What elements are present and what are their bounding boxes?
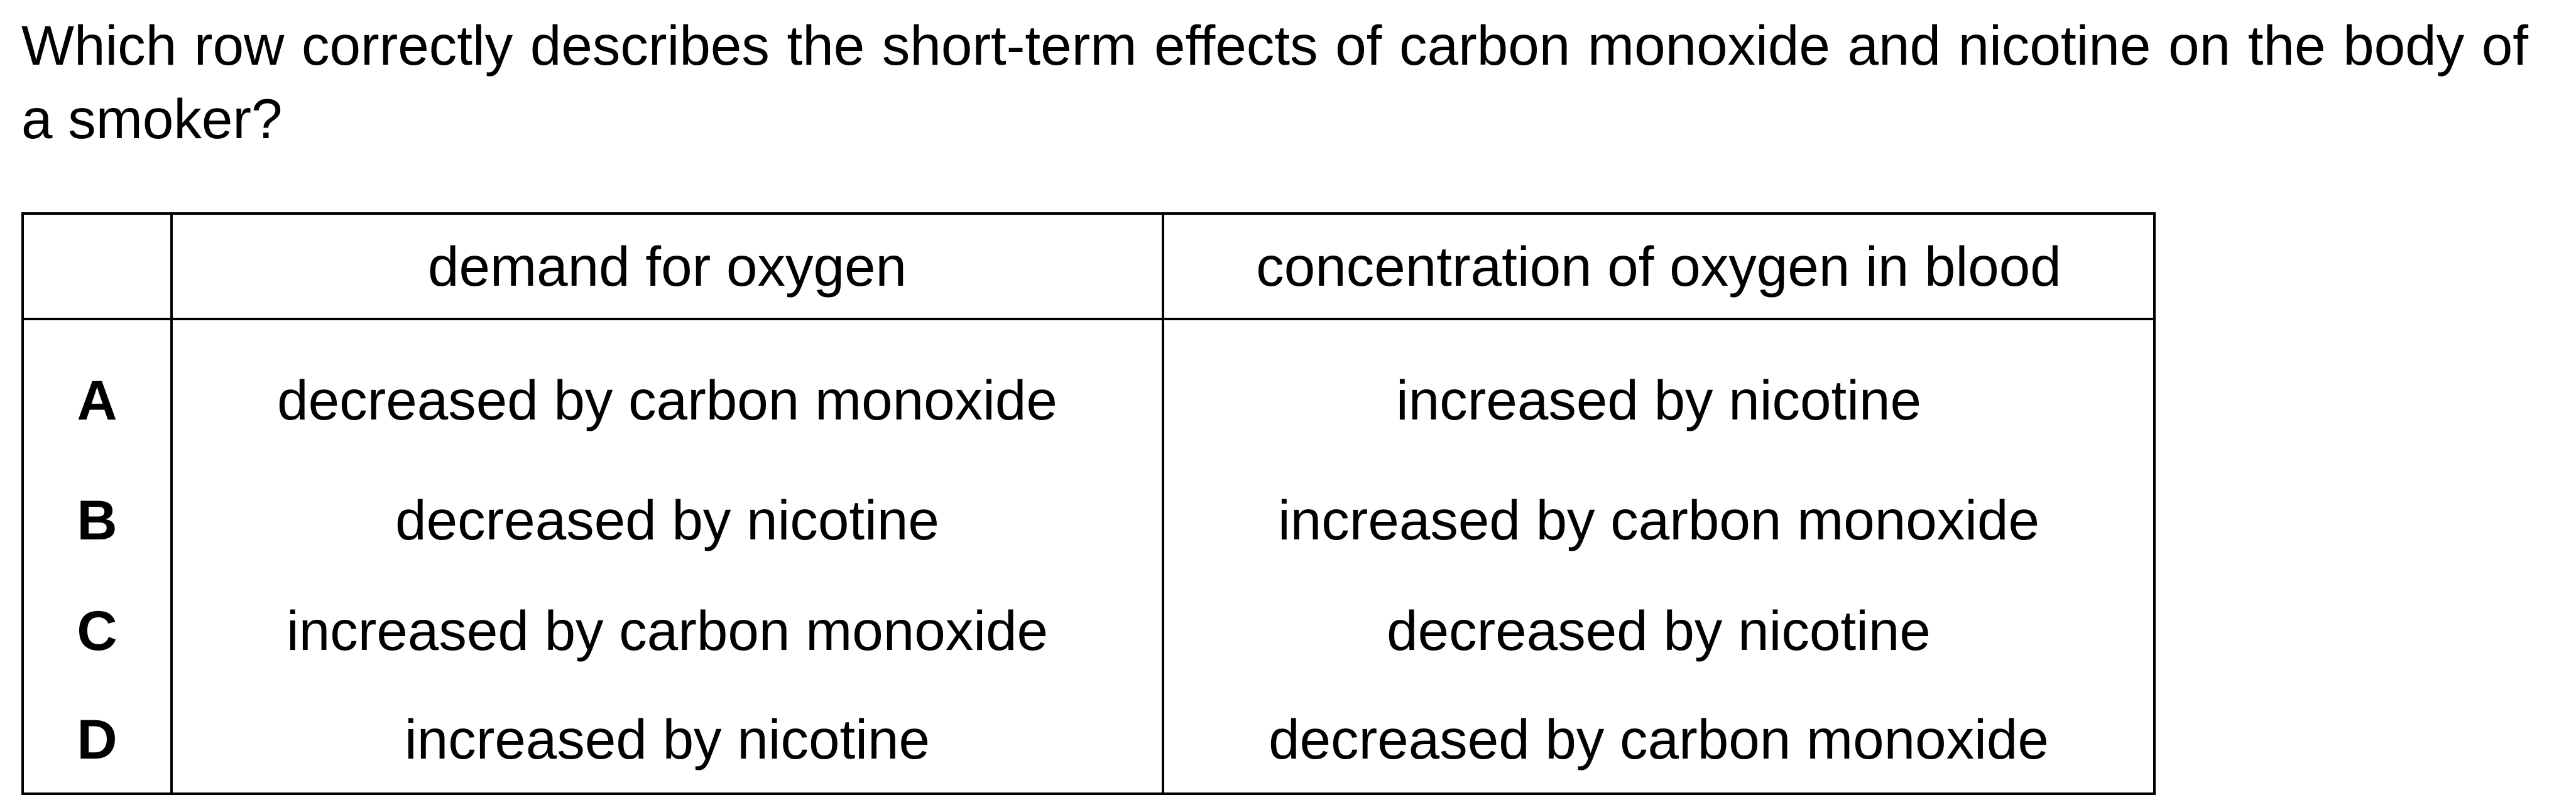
header-concentration-of-oxygen: concentration of oxygen in blood <box>1163 214 2154 319</box>
option-d-demand: increased by nicotine <box>172 686 1163 794</box>
header-row <box>23 214 2154 319</box>
option-b-concentration: increased by carbon monoxide <box>1163 465 2154 575</box>
answer-table <box>21 212 2156 795</box>
option-d-concentration: decreased by carbon monoxide <box>1163 686 2154 794</box>
question-text: Which row correctly describes the short-term effects of carbon monoxide and nicotine on the body of a smoker? <box>21 14 2528 150</box>
option-b-demand: decreased by nicotine <box>172 465 1163 575</box>
header-demand-for-oxygen: demand for oxygen <box>172 214 1163 319</box>
table-row <box>23 575 2154 686</box>
option-letter-a: A <box>23 319 172 465</box>
option-c-concentration: decreased by nicotine <box>1163 575 2154 686</box>
table-row <box>23 319 2154 465</box>
table-row <box>23 465 2154 575</box>
option-a-demand: decreased by carbon monoxide <box>172 319 1163 465</box>
option-letter-b: B <box>23 465 172 575</box>
header-corner-cell <box>23 214 172 319</box>
option-a-concentration: increased by nicotine <box>1163 319 2154 465</box>
table-row <box>23 686 2154 794</box>
option-letter-d: D <box>23 686 172 794</box>
option-c-demand: increased by carbon monoxide <box>172 575 1163 686</box>
option-letter-c: C <box>23 575 172 686</box>
